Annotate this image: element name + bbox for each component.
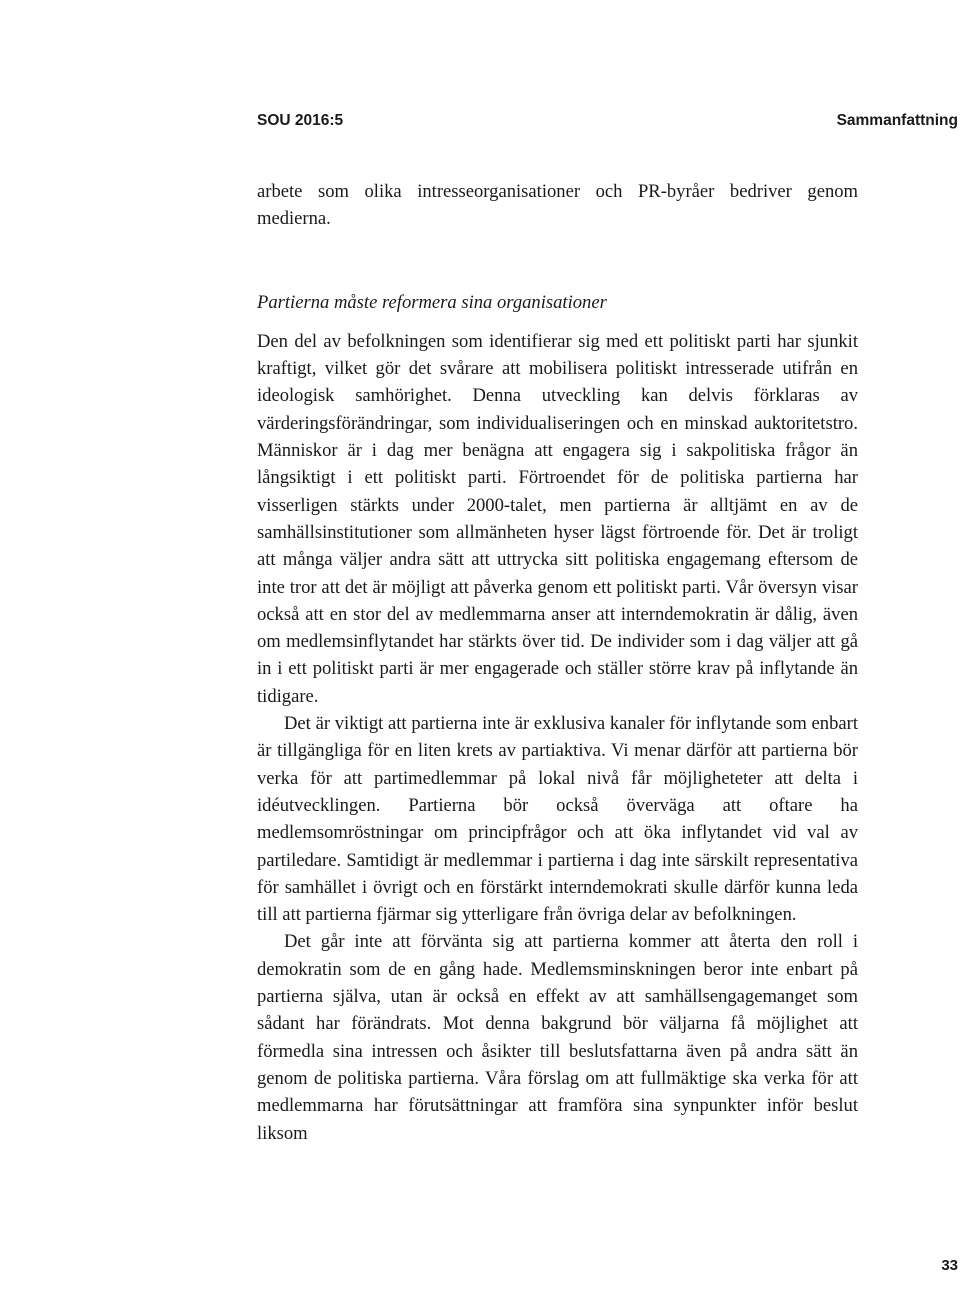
- body-paragraph-1: Den del av befolkningen som identifierar sig med ett politiskt parti har sjunkit kraftigt, vilket gör det svårare att mobilisera politiskt intresserade utifrån en ideologisk samhörighet. Denna utveckling kan delvis förklaras av värderingsförändringar, som individualiseringen och en minskad auktoritetstro. Människor är i dag mer benägna att engagera sig i sakpolitiska frågor än långsiktigt i ett politiskt parti. Förtroendet för de politiska partierna har visserligen stärkts under 2000-talet, men partierna är alltjämt en av de samhällsinstitutioner som allmänheten hyser lägst förtroende för. Det är troligt att många väljer andra sätt att uttrycka sitt politiska engagemang eftersom de inte tror att det är möjligt att påverka genom ett politiskt parti. Vår översyn visar också att en stor del av medlemmarna anser att interndemokratin är dålig, även om medlemsinflytandet har stärkts över tid. De individer som i dag väljer att gå in i ett politiskt parti är mer engagerade och ställer större krav på inflytande än tidigare.: [257, 330, 858, 707]
- body-paragraph-2: Det är viktigt att partierna inte är exklusiva kanaler för inflytande som enbart är tillgängliga för en liten krets av partiaktiva. Vi menar därför att partierna bör verka för att partimedlemmar på lokal nivå får möjligheteter att delta i idéutvecklingen. Partierna bör också överväga att oftare ha medlemsomröstningar om principfrågor och att öka inflytandet vid val av partiledare. Samtidigt är medlemmar i partierna i dag inte särskilt representativa för samhället i övrigt och en förstärkt interndemokrati skulle därför kunna leda till att partierna fjärmar sig ytterligare från övriga delar av befolkningen.: [257, 713, 858, 926]
- running-header: [257, 112, 958, 136]
- section-heading: Partierna måste reformera sina organisationer: [257, 291, 607, 313]
- intro-paragraph: arbete som olika intresseorganisationer och PR-byråer bedriver genom medierna.: [257, 181, 858, 230]
- page-number: 33: [941, 1257, 958, 1274]
- document-reference: SOU 2016:5: [257, 112, 344, 129]
- body-paragraph-3: Det går inte att förvänta sig att partierna kommer att återta den roll i demokratin som de en gång hade. Medlemsminskningen beror inte enbart på partierna själva, utan är också en effekt av att samhällsengagemanget som sådant har förändrats. Mot denna bakgrund bör väljarna få möjlighet att förmedla sina intressen och åsikter till beslutsfattarna även på andra sätt än genom de politiska partierna. Våra förslag om att fullmäktige ska verka för att medlemmarna har förutsättningar att framföra sina synpunkter inför beslut liksom: [257, 931, 858, 1144]
- page-body: [257, 178, 858, 1147]
- chapter-title: Sammanfattning: [836, 112, 958, 129]
